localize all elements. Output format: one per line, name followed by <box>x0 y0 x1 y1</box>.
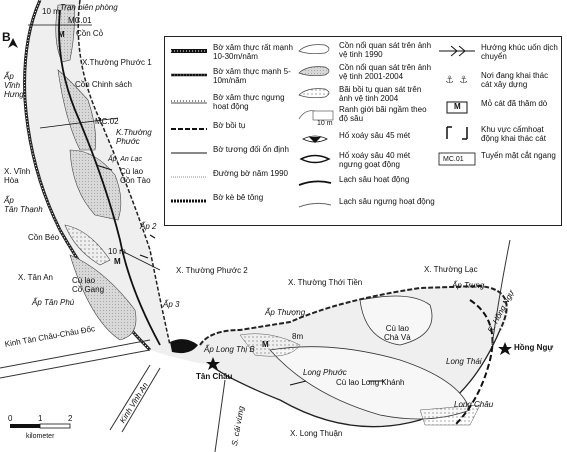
legend-sand-mining-active: ⚓ ⚓ Nơi đang khai thác cát xây dựng <box>437 71 559 89</box>
hong-ngu-star-icon <box>498 342 512 355</box>
canal-cai-vung <box>215 380 225 452</box>
label-x-thuong-phuoc-2: X. Thường Phước 2 <box>176 266 248 275</box>
legend-accretion-icon <box>169 121 209 137</box>
label-x-thuong-phuoc-1: X.Thường Phước 1 <box>82 58 152 67</box>
legend-sandbar-2004: Bãi bồi tụ quan sát trên ảnh vệ tinh 2004 <box>295 85 435 103</box>
label-tan-chau: Tân Châu <box>196 372 233 381</box>
legend-meander-direction: Hướng khúc uốn dịch chuyển <box>437 43 559 61</box>
label-mc02: MC.02 <box>95 117 119 126</box>
legend-shoal-boundary: Ranh giới bãi ngầm theo độ sâu <box>295 105 435 123</box>
legend-cross-section: Tuyến mặt cắt ngang <box>437 151 559 167</box>
depth-8m-label: 8m <box>292 332 304 341</box>
legend-thalweg-inactive: Lạch sâu ngưng hoạt động <box>295 197 435 213</box>
legend-sand-mine-explored: Mỏ cát đã thăm dò <box>437 99 559 115</box>
label-x-long-thuan: X. Long Thuận <box>290 429 343 438</box>
legend-island-2001-2004-icon <box>295 63 335 79</box>
legend-depth-symbol-label: 10 m <box>317 120 333 127</box>
legend-mc-symbol-label: MC.01 <box>443 156 464 163</box>
mine-label-2: M <box>114 257 121 266</box>
label-k-thuong-phuoc: K.Thường Phước <box>116 128 152 146</box>
svg-text:⚓: ⚓ <box>459 75 468 86</box>
legend-thalweg-inactive-icon <box>295 197 335 213</box>
label-cu-lao-co-gang: Cù lao Cồ Gang <box>72 276 105 294</box>
label-r-hong-ngu: R. Hồng Ngự <box>486 288 516 335</box>
north-label: B <box>2 30 11 44</box>
depth-10m-label-2: 10 m <box>108 247 126 256</box>
label-long-phuoc: Long Phước <box>303 368 347 377</box>
label-x-thuong-lac: X. Thường Lạc <box>424 265 478 274</box>
legend-mine-symbol-label: M <box>454 102 461 111</box>
legend-vortex-45-icon <box>295 131 335 147</box>
scale-bar <box>10 424 70 428</box>
label-long-thai: Long Thái <box>446 357 482 366</box>
label-ap-tan-phu: Ấp Tân Phú <box>32 298 75 307</box>
label-hong-ngu: Hồng Ngự <box>514 343 554 352</box>
legend-vortex-40-inactive-icon <box>295 151 335 167</box>
label-tran-bien-phong: Trạn biên phòng <box>60 3 118 12</box>
legend-thalweg-active-icon <box>295 175 335 191</box>
label-kinh-vinh-an: Kinh Vĩnh An <box>118 381 150 425</box>
label-x-vinh-hoa: X. Vĩnh Hòa <box>4 167 31 185</box>
legend-stable-icon <box>169 145 209 161</box>
legend-island-2001-2004: Cồn nổi quan sát trên ảnh vệ tinh 2001-2004 <box>295 63 435 81</box>
label-con-beo: Cồn Béo <box>28 233 60 242</box>
scale-tick-1: 1 <box>38 414 43 423</box>
legend-erosion-strong: Bờ xâm thực mạnh 5-10m/năm <box>169 67 293 85</box>
depth-10m-label-1: 10 m <box>42 7 60 16</box>
legend-anchor-icon <box>437 71 477 87</box>
label-long-chau: Long Châu <box>454 400 494 409</box>
legend-no-mining-zone: Khu vực cấmhoạt động khai thác cát <box>437 125 559 143</box>
scale-tick-2: 2 <box>68 414 73 423</box>
legend-island-1990-icon <box>295 41 335 57</box>
mine-label-1: M <box>58 30 65 39</box>
legend-shoreline-1990: Đường bờ năm 1990 <box>169 169 293 185</box>
label-con-chinh-sach: Cồn Chinh sách <box>75 80 132 89</box>
label-ap-trung: Ấp Trung <box>452 281 485 290</box>
svg-text:⚓: ⚓ <box>445 75 454 86</box>
legend-vortex-40-inactive: Hố xoáy sâu 40 mét ngưng goạt động <box>295 151 435 169</box>
map-legend <box>164 36 562 226</box>
scale-tick-0: 0 <box>8 414 13 423</box>
label-x-tan-an: X. Tân An <box>18 273 53 282</box>
label-ap-thuong: Ấp Thượng <box>265 308 306 317</box>
legend-island-1990: Cồn nổi quan sát trên ảnh vệ tinh 1990 <box>295 41 435 59</box>
mine-label-3: M <box>262 340 269 349</box>
label-kinh-tan-chau-chau-doc: Kinh Tân Châu-Châu Đốc <box>4 324 96 349</box>
legend-no-mining-icon <box>437 125 477 141</box>
label-s-cai-vung: S. cái vừng <box>230 405 246 447</box>
legend-erosion-inactive-icon <box>169 93 209 109</box>
legend-concrete-embankment: Bờ kè bê tông <box>169 193 293 209</box>
legend-erosion-very-strong-icon <box>169 43 209 59</box>
label-cu-lao-long-khanh: Cù lao Long Khánh <box>336 378 405 387</box>
label-ap-long-thi-b: Ấp Long Thị B <box>204 345 255 354</box>
legend-meander-direction-icon <box>437 43 477 59</box>
legend-erosion-strong-icon <box>169 67 209 83</box>
canal-vinh-an <box>110 365 150 430</box>
legend-sandbar-2004-icon <box>295 85 335 101</box>
legend-shoreline-1990-icon <box>169 169 209 185</box>
legend-erosion-inactive: Bờ xâm thực ngưng hoạt động <box>169 93 293 111</box>
label-cu-lao-cha-va: Cù lao Chà Và <box>384 324 411 342</box>
legend-vortex-45: Hố xoáy sâu 45 mét <box>295 131 435 147</box>
label-ap-3: Ấp 3 <box>163 300 180 309</box>
label-ap-tan-thanh: Ấp Tân Thạnh <box>4 196 43 214</box>
legend-accretion: Bờ bồi tụ <box>169 121 293 137</box>
label-mc01: MC.01 <box>68 16 92 25</box>
label-ap-vinh-hung: Ấp Vĩnh Hưng <box>4 72 24 99</box>
legend-thalweg-active: Lạch sâu hoạt động <box>295 175 435 191</box>
label-con-co: Cồn Cỏ <box>76 29 104 38</box>
label-ap-an-lac: Ấp. An Lạc <box>108 156 142 163</box>
label-cu-lao-con-tao: Cù lao Cồn Tào <box>120 167 151 185</box>
legend-stable: Bờ tương đối ổn định <box>169 145 293 161</box>
scale-unit: kilometer <box>26 433 55 440</box>
legend-erosion-very-strong: Bờ xâm thực rất mạnh 10-30m/năm <box>169 43 293 61</box>
label-x-thuong-thoi-tien: X. Thường Thới Tiền <box>288 278 363 287</box>
legend-concrete-embankment-icon <box>169 193 209 209</box>
label-ap-2: Ấp 2 <box>140 222 157 231</box>
